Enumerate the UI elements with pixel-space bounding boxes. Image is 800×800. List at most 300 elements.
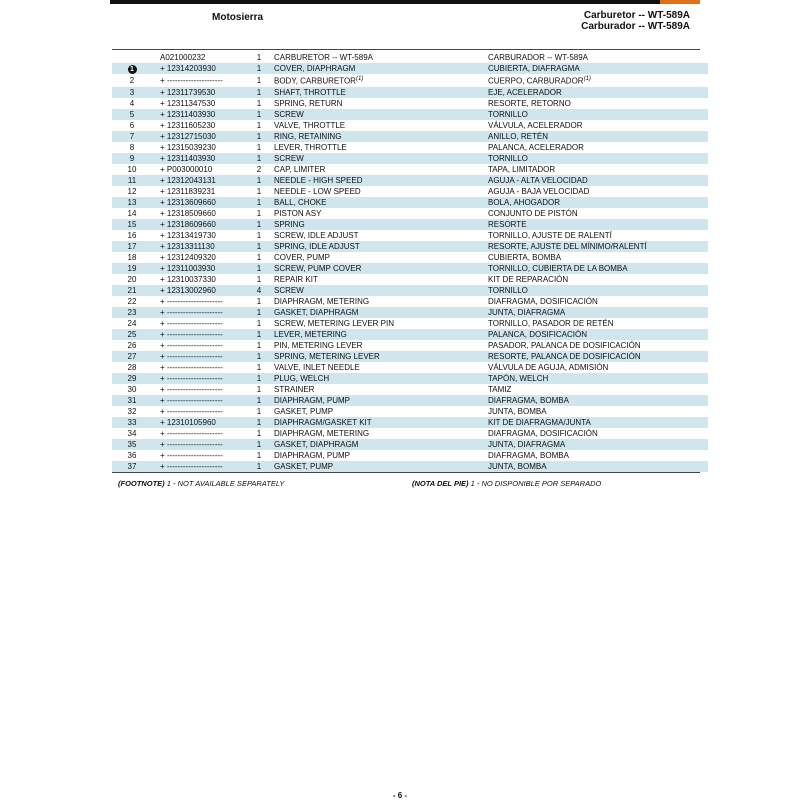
description-es-cell (488, 318, 708, 329)
description-es-cell (488, 406, 708, 417)
description-es-text: RESORTE, RETORNO (488, 98, 571, 108)
description-es-cell (488, 164, 708, 175)
ref-cell: 26 (127, 340, 137, 350)
description-es-text: TAPA, LIMITADOR (488, 164, 556, 174)
description-en-cell (274, 406, 488, 417)
description-en-cell (274, 98, 488, 109)
table-row (112, 74, 708, 87)
qty-cell: 1 (244, 439, 274, 450)
ref-cell: 22 (127, 296, 137, 306)
description-es-cell (488, 362, 708, 373)
qty-cell: 1 (244, 153, 274, 164)
description-en-text: SCREW, IDLE ADJUST (274, 230, 359, 240)
qty-cell: 1 (256, 98, 262, 108)
ref-cell: 30 (127, 384, 137, 394)
description-es-text: PALANCA, ACELERADOR (488, 142, 584, 152)
qty-cell: 1 (244, 395, 274, 406)
description-en-text: LEVER, METERING (274, 329, 347, 339)
ref-cell: 7 (112, 131, 152, 142)
description-en-text: SHAFT, THROTTLE (274, 87, 346, 97)
description-es-text: JUNTA, BOMBA (488, 461, 547, 471)
ref-cell: 10 (127, 164, 137, 174)
footnote-spanish (412, 479, 601, 488)
description-en-cell (274, 120, 488, 131)
table-row (112, 98, 708, 109)
qty-cell: 1 (256, 450, 262, 460)
description-en-text: PISTON ASY (274, 208, 322, 218)
table-row (112, 285, 708, 296)
ref-cell: 32 (127, 406, 137, 416)
description-en-cell (274, 131, 488, 142)
qty-cell: 1 (244, 87, 274, 98)
description-es-text: TORNILLO, AJUSTE DE RALENTÍ (488, 230, 612, 240)
ref-cell: 3 (112, 87, 152, 98)
description-en-cell (274, 351, 488, 362)
ref-cell (112, 63, 152, 74)
qty-cell: 1 (256, 230, 262, 240)
description-en-text: DIAPHRAGM, PUMP (274, 395, 351, 405)
part-number-cell: + --------------------- (160, 428, 223, 438)
header-accent (660, 0, 700, 4)
qty-cell: 1 (256, 186, 262, 196)
ref-cell: 29 (112, 373, 152, 384)
title-english: Carburetor -- WT-589A (583, 10, 690, 21)
description-es-cell (488, 450, 708, 461)
part-number-cell: + 12318609660 (152, 219, 244, 230)
qty-cell: 1 (256, 296, 262, 306)
qty-cell: 1 (244, 417, 274, 428)
description-en-text: GASKET, DIAPHRAGM (274, 439, 359, 449)
title-spanish: Carburador -- WT-589A (581, 21, 690, 32)
description-en-cell (274, 63, 488, 74)
description-en-cell (274, 219, 488, 230)
part-number-cell: + --------------------- (160, 362, 223, 372)
description-es-text: TORNILLO (488, 109, 528, 119)
footnote-english-label: (FOOTNOTE) (118, 479, 165, 488)
description-en-cell (274, 74, 488, 87)
part-number-cell: + 12315039230 (160, 142, 216, 152)
description-en-text: LEVER, THROTTLE (274, 142, 347, 152)
qty-cell: 1 (256, 428, 262, 438)
description-es-cell (488, 428, 708, 439)
ref-cell: 14 (127, 208, 137, 218)
description-es-cell (488, 461, 708, 472)
description-es-cell (488, 74, 708, 87)
description-en-cell (274, 395, 488, 406)
description-en-text: GASKET, PUMP (274, 461, 334, 471)
part-number-cell: + --------------------- (160, 340, 223, 350)
table-row (112, 142, 708, 153)
description-en-text: STRAINER (274, 384, 315, 394)
part-number-cell: + --------------------- (152, 351, 244, 362)
table-row (112, 164, 708, 175)
description-en-text: SPRING, IDLE ADJUST (274, 241, 360, 251)
ref-cell: 23 (112, 307, 152, 318)
description-es-cell (488, 175, 708, 186)
ref-cell: 27 (112, 351, 152, 362)
table-row (112, 439, 708, 450)
description-en-cell (274, 87, 488, 98)
page-number: - 6 - (392, 791, 408, 800)
description-en-cell (274, 230, 488, 241)
qty-cell: 1 (256, 384, 262, 394)
description-en-cell (274, 296, 488, 307)
description-en-cell (274, 439, 488, 450)
description-es-text: KIT DE DIAFRAGMA/JUNTA (488, 417, 591, 427)
description-es-text: JUNTA, DIAFRAGMA (488, 307, 566, 317)
ref-cell: 11 (112, 175, 152, 186)
part-number-cell: + 12311403930 (152, 109, 244, 120)
description-es-text: CUBIERTA, BOMBA (488, 252, 562, 262)
part-number-cell: + 12313311130 (152, 241, 244, 252)
description-en-cell (274, 461, 488, 472)
table-top-rule (112, 49, 700, 50)
part-number-cell: + 12313002960 (152, 285, 244, 296)
assembly-row (112, 52, 708, 63)
description-es-cell (488, 120, 708, 131)
description-es-text: DIAFRAGMA, BOMBA (488, 450, 569, 460)
table-row (112, 461, 708, 472)
table-row (112, 406, 708, 417)
table-row (112, 307, 708, 318)
description-es-text: VÁLVULA, ACELERADOR (488, 120, 583, 130)
qty-cell: 1 (244, 131, 274, 142)
description-es-cell (488, 307, 708, 318)
ref-cell: 35 (112, 439, 152, 450)
description-en-cell: CARBURETOR -- WT-589A (274, 53, 373, 62)
table-row (112, 252, 708, 263)
qty-cell: 2 (256, 164, 262, 174)
ref-cell: 28 (127, 362, 137, 372)
qty-cell: 1 (256, 362, 262, 372)
table-row (112, 87, 708, 98)
part-number-cell: + 12311003930 (152, 263, 244, 274)
table-row (112, 340, 708, 351)
ref-cell: 13 (112, 197, 152, 208)
qty-cell: 1 (244, 109, 274, 120)
table-row (112, 351, 708, 362)
part-number-cell: + 12311739530 (152, 87, 244, 98)
ref-cell: 9 (112, 153, 152, 164)
description-en-text: PLUG, WELCH (274, 373, 330, 383)
description-es-text: EJE, ACELERADOR (488, 87, 562, 97)
ref-cell: 17 (112, 241, 152, 252)
part-number-cell: + --------------------- (160, 296, 223, 306)
qty-cell: 1 (244, 175, 274, 186)
part-number-cell: + 12311403930 (152, 153, 244, 164)
description-es-cell (488, 329, 708, 340)
description-en-cell (274, 384, 488, 395)
qty-cell: 1 (256, 318, 262, 328)
ref-cell: 4 (129, 98, 135, 108)
description-es-cell (488, 153, 708, 164)
ref-cell: 20 (127, 274, 137, 284)
footnote-spanish-label: (NOTA DEL PIE) (412, 479, 469, 488)
qty-cell: 1 (256, 53, 262, 62)
footnote-english (118, 479, 284, 488)
description-en-cell (274, 373, 488, 384)
part-number-cell: + --------------------- (152, 395, 244, 406)
description-es-cell (488, 274, 708, 285)
description-en-cell (274, 450, 488, 461)
description-es-cell (488, 131, 708, 142)
description-en-cell (274, 318, 488, 329)
qty-cell: 1 (256, 208, 262, 218)
part-number-cell: + --------------------- (152, 461, 244, 472)
part-number-cell: + --------------------- (160, 318, 223, 328)
qty-cell: 1 (244, 307, 274, 318)
description-es-cell: CARBURADOR -- WT-589A (488, 53, 589, 62)
description-es-cell (488, 197, 708, 208)
table-row (112, 329, 708, 340)
ref-cell: 19 (112, 263, 152, 274)
description-es-text: ANILLO, RETÉN (488, 131, 549, 141)
ref-cell: 25 (112, 329, 152, 340)
description-en-text: NEEDLE - HIGH SPEED (274, 175, 363, 185)
description-en-text: SCREW, METERING LEVER PIN (274, 318, 395, 328)
ref-cell: 8 (129, 142, 135, 152)
description-es-text: JUNTA, DIAFRAGMA (488, 439, 566, 449)
table-row (112, 109, 708, 120)
ref-cell: 5 (112, 109, 152, 120)
description-es-cell (488, 351, 708, 362)
description-es-cell (488, 208, 708, 219)
description-es-cell (488, 373, 708, 384)
description-es-cell (488, 142, 708, 153)
part-number-cell: + --------------------- (152, 373, 244, 384)
part-number-cell: + --------------------- (152, 329, 244, 340)
table-row (112, 263, 708, 274)
description-en-text: REPAIR KIT (274, 274, 318, 284)
description-en-cell (274, 362, 488, 373)
table-row (112, 296, 708, 307)
part-number-cell: + --------------------- (160, 406, 223, 416)
description-es-cell (488, 384, 708, 395)
table-row (112, 384, 708, 395)
table-row (112, 120, 708, 131)
qty-cell: 1 (256, 252, 262, 262)
description-es-cell (488, 263, 708, 274)
ref-cell: 34 (127, 428, 137, 438)
part-number-cell: + 12314203930 (152, 63, 244, 74)
description-es-cell (488, 186, 708, 197)
table-row (112, 318, 708, 329)
table-bottom-rule (112, 472, 700, 473)
footnote-marker: (1) (583, 76, 591, 82)
description-en-text: DIAPHRAGM, METERING (274, 296, 370, 306)
description-en-cell (274, 208, 488, 219)
header-bar (110, 0, 700, 4)
description-en-text: DIAPHRAGM/GASKET KIT (274, 417, 372, 427)
part-number-cell: + 12313609660 (152, 197, 244, 208)
ref-cell: 16 (127, 230, 137, 240)
description-es-text: AGUJA - ALTA VELOCIDAD (488, 175, 588, 185)
model-label: Motosierra (212, 12, 264, 23)
description-es-cell (488, 241, 708, 252)
description-en-cell (274, 153, 488, 164)
qty-cell: 1 (244, 351, 274, 362)
description-en-text: SPRING (274, 219, 305, 229)
description-en-cell (274, 274, 488, 285)
description-en-cell (274, 428, 488, 439)
description-es-text: VÁLVULA DE AGUJA, ADMISIÓN (488, 362, 609, 372)
table-row (112, 241, 708, 252)
qty-cell: 1 (244, 461, 274, 472)
description-es-cell (488, 219, 708, 230)
part-number-cell: + 12310037330 (160, 274, 216, 284)
description-en-text: SPRING, METERING LEVER (274, 351, 380, 361)
description-es-text: TORNILLO, CUBIERTA DE LA BOMBA (488, 263, 628, 273)
description-en-cell (274, 263, 488, 274)
table-row (112, 428, 708, 439)
ref-cell: 18 (127, 252, 137, 262)
page-title (581, 10, 690, 32)
description-en-text: VALVE, INLET NEEDLE (274, 362, 360, 372)
footnote-marker: (1) (355, 76, 364, 82)
description-en-text: SCREW (274, 285, 304, 295)
description-es-text: DIAFRAGMA, DOSIFICACIÓN (488, 296, 598, 306)
part-number-cell: + P003000010 (160, 164, 213, 174)
ref-cell: 37 (112, 461, 152, 472)
description-en-cell (274, 329, 488, 340)
description-es-cell (488, 87, 708, 98)
table-row (112, 230, 708, 241)
table-row (112, 63, 708, 74)
qty-cell: 1 (244, 63, 274, 74)
table-row (112, 197, 708, 208)
description-es-text: CUERPO, CARBURADOR (488, 76, 584, 86)
table-row (112, 175, 708, 186)
description-en-cell (274, 285, 488, 296)
ref-cell: 24 (127, 318, 137, 328)
table-row (112, 186, 708, 197)
qty-cell: 1 (244, 329, 274, 340)
description-en-text: GASKET, DIAPHRAGM (274, 307, 359, 317)
description-en-cell (274, 197, 488, 208)
qty-cell: 1 (256, 406, 262, 416)
qty-cell: 1 (256, 75, 262, 85)
table-row (112, 450, 708, 461)
part-number-cell: A021000232 (160, 53, 206, 62)
description-en-text: PIN, METERING LEVER (274, 340, 363, 350)
ref-cell: 15 (112, 219, 152, 230)
description-en-cell (274, 186, 488, 197)
description-en-cell (274, 252, 488, 263)
description-es-cell (488, 230, 708, 241)
qty-cell: 1 (244, 197, 274, 208)
table-row (112, 417, 708, 428)
description-es-text: TORNILLO (488, 153, 528, 163)
description-en-text: SCREW (274, 109, 304, 119)
table-row (112, 362, 708, 373)
table-row (112, 373, 708, 384)
part-number-cell: + 12312715030 (152, 131, 244, 142)
description-es-text: RESORTE (488, 219, 527, 229)
description-en-text: BODY, CARBURETOR (274, 76, 356, 86)
description-en-text: COVER, PUMP (274, 252, 331, 262)
description-en-cell (274, 142, 488, 153)
description-en-cell (274, 241, 488, 252)
description-es-text: TAMIZ (488, 384, 512, 394)
ref-number-circled: 1 (128, 65, 137, 74)
description-en-text: SCREW, PUMP COVER (274, 263, 362, 273)
qty-cell: 1 (256, 340, 262, 350)
table-row (112, 274, 708, 285)
description-en-cell (274, 340, 488, 351)
qty-cell: 1 (256, 142, 262, 152)
description-es-text: PALANCA, DOSIFICACIÓN (488, 329, 587, 339)
description-en-text: GASKET, PUMP (274, 406, 334, 416)
table-row (112, 208, 708, 219)
table-row (112, 395, 708, 406)
part-number-cell: + --------------------- (152, 307, 244, 318)
part-number-cell: + 12312043131 (152, 175, 244, 186)
description-en-text: VALVE, THROTTLE (274, 120, 346, 130)
description-es-text: DIAFRAGMA, DOSIFICACIÓN (488, 428, 598, 438)
part-number-cell: + --------------------- (160, 384, 223, 394)
description-en-cell (274, 307, 488, 318)
description-en-cell (274, 109, 488, 120)
qty-cell: 4 (244, 285, 274, 296)
description-es-cell (488, 98, 708, 109)
description-es-text: RESORTE, PALANCA DE DOSIFICACIÓN (488, 351, 641, 361)
ref-cell: 2 (129, 75, 135, 85)
description-en-text: NEEDLE - LOW SPEED (274, 186, 361, 196)
description-en-cell (274, 417, 488, 428)
part-number-cell: + 12318509660 (160, 208, 216, 218)
part-number-cell: + 12312409320 (160, 252, 216, 262)
description-es-text: RESORTE, AJUSTE DEL MÍNIMO/RALENTÍ (488, 241, 647, 251)
part-number-cell: + 12311839231 (160, 186, 216, 196)
description-es-text: CUBIERTA, DIAFRAGMA (488, 64, 580, 73)
description-es-cell (488, 395, 708, 406)
description-en-text: DIAPHRAGM, METERING (274, 428, 370, 438)
description-es-cell (488, 63, 708, 74)
description-es-cell (488, 417, 708, 428)
description-es-cell (488, 296, 708, 307)
description-en-text: SCREW (274, 153, 304, 163)
description-en-text: BALL, CHOKE (274, 197, 327, 207)
part-number-cell: + 12310105960 (152, 417, 244, 428)
description-en-text: CAP, LIMITER (274, 164, 326, 174)
description-en-cell (274, 164, 488, 175)
ref-cell: 31 (112, 395, 152, 406)
qty-cell: 1 (244, 263, 274, 274)
description-es-text: CONJUNTO DE PISTÓN (488, 208, 578, 218)
description-es-text: JUNTA, BOMBA (488, 406, 547, 416)
part-number-cell: + 12311605230 (160, 120, 216, 130)
parts-table (112, 52, 708, 472)
description-es-cell (488, 340, 708, 351)
description-es-text: TAPÓN, WELCH (488, 373, 549, 383)
part-number-cell: + --------------------- (160, 450, 223, 460)
ref-cell: 21 (112, 285, 152, 296)
qty-cell: 1 (244, 241, 274, 252)
table-row (112, 219, 708, 230)
part-number-cell: + --------------------- (152, 439, 244, 450)
description-es-text: KIT DE REPARACIÓN (488, 274, 569, 284)
description-es-text: TORNILLO (488, 285, 528, 295)
description-es-text: BOLA, AHOGADOR (488, 197, 561, 207)
ref-cell: 6 (129, 120, 135, 130)
description-en-text: SPRING, RETURN (274, 98, 343, 108)
description-en-text: DIAPHRAGM, PUMP (274, 450, 351, 460)
qty-cell: 1 (244, 219, 274, 230)
description-es-cell (488, 109, 708, 120)
description-en-text: RING, RETAINING (274, 131, 342, 141)
description-es-text: TORNILLO, PASADOR DE RETÉN (488, 318, 614, 328)
ref-cell (112, 52, 152, 63)
